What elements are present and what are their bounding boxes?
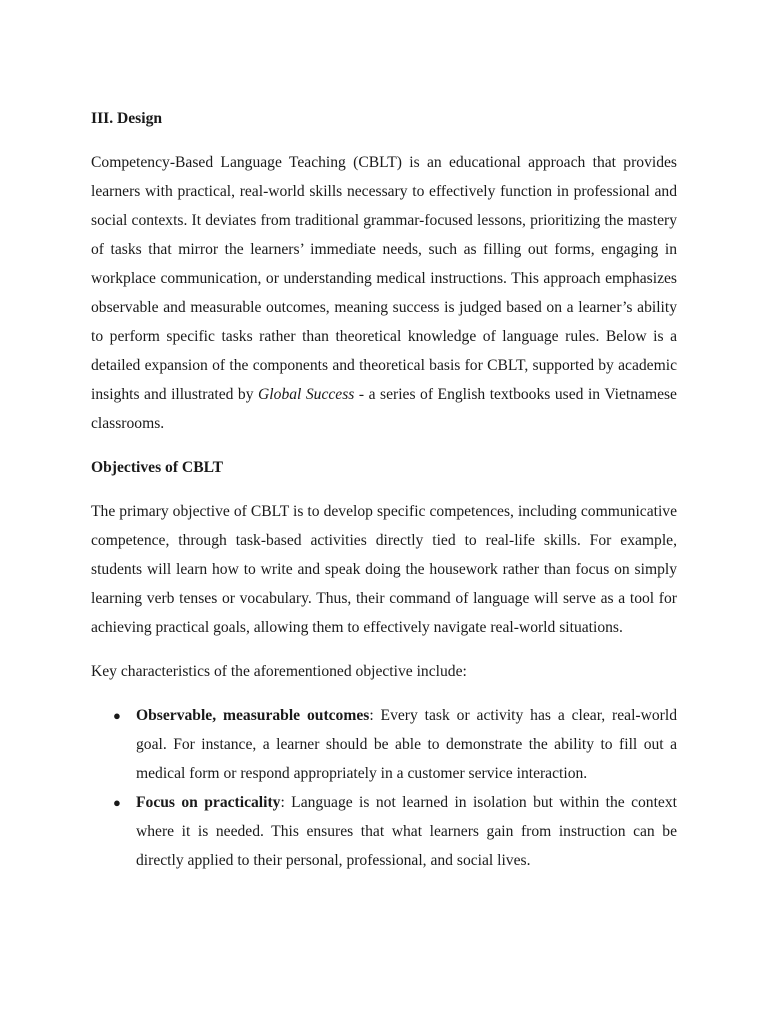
characteristics-list bbox=[91, 701, 677, 875]
intro-paragraph bbox=[91, 148, 677, 438]
objectives-paragraph: The primary objective of CBLT is to develop specific competences, including communicative competence, through task-based activities directly tied to real-life skills. For example, students will learn how to write and speak doing the housework rather than focus on simply learning verb tenses or vocabulary. Thus, their command of language will serve as a tool for achieving practical goals, allowing them to effectively navigate real-world situations. bbox=[91, 503, 677, 636]
objectives-heading: Objectives of CBLT bbox=[91, 459, 223, 476]
bullet-icon: ● bbox=[113, 708, 121, 723]
bullet-text: : Language is not learned in isolation but within the context where it is needed. This ensures that what learners gain from instruction can be directly applied to their personal, professional, and social lives. bbox=[136, 794, 677, 869]
section-heading: III. Design bbox=[91, 110, 163, 127]
intro-text-part1: Competency-Based Language Teaching (CBLT) is an educational approach that provides learners with practical, real-world skills necessary to effectively function in professional and social contexts. It deviates from traditional grammar-focused lessons, prioritizing the mastery of tasks that mirror the learners’ immediate needs, such as filling out forms, engaging in workplace communication, or understanding medical instructions. This approach emphasizes observable and measurable outcomes, meaning success is judged based on a learner’s ability to perform specific tasks rather than theoretical knowledge of language rules. Below is a detailed expansion of the components and theoretical basis for CBLT, supported by academic insights and illustrated by bbox=[91, 154, 677, 403]
list-item bbox=[91, 788, 677, 875]
bullet-icon: ● bbox=[113, 795, 121, 810]
textbook-title: Global Success bbox=[258, 386, 355, 403]
key-characteristics-intro: Key characteristics of the aforementioned objective include: bbox=[91, 663, 467, 680]
list-item bbox=[91, 701, 677, 788]
bullet-text: : Every task or activity has a clear, real-world goal. For instance, a learner should be able to demonstrate the ability to fill out a medical form or respond appropriately in a customer service interaction. bbox=[136, 707, 677, 782]
bullet-term: Observable, measurable outcomes bbox=[136, 707, 370, 724]
bullet-term: Focus on practicality bbox=[136, 794, 281, 811]
intro-text-part2: - a series of English textbooks used in Vietnamese classrooms. bbox=[91, 386, 677, 432]
document-body bbox=[91, 104, 677, 875]
